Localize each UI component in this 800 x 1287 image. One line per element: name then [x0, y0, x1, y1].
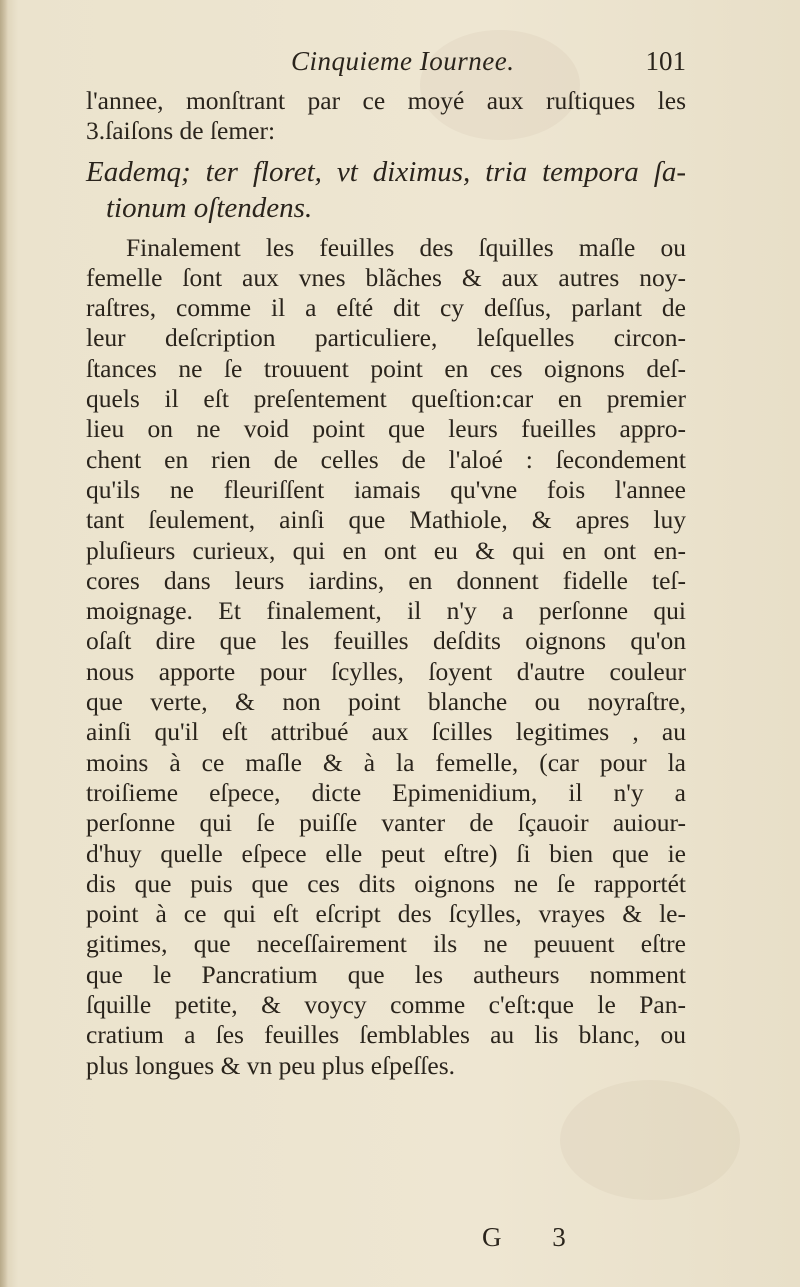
text-line: lieu on ne void point que leurs fueilles appro- — [86, 414, 686, 444]
text-line: ſtances ne ſe trouuent point en ces oignons deſ- — [86, 353, 686, 383]
text-line: point à ce qui eſt eſcript des ſcylles, vrayes & le- — [86, 899, 686, 929]
text-line: pluſieurs curieux, qui en ont eu & qui en ont en- — [86, 535, 686, 565]
text-line: plus longues & vn peu plus eſpeſſes. — [86, 1050, 456, 1080]
text-line: moignage. Et finalement, il n'y a perſonne qui — [86, 596, 686, 626]
running-head: Cinquieme Iournee. — [291, 46, 515, 76]
text-line: nous apporte pour ſcylles, ſoyent d'autre couleur — [86, 656, 686, 686]
text-line: ſquille petite, & voycy comme c'eſt:que le Pan- — [86, 990, 686, 1020]
text-line: femelle ſont aux vnes blãches & aux autres noy- — [86, 262, 686, 292]
text-line: gitimes, que neceſſairement ils ne peuuent eſtre — [86, 929, 686, 959]
text-line: tant ſeulement, ainſi que Mathiole, & apres luy — [86, 505, 686, 535]
text-line: perſonne qui ſe puiſſe vanter de ſçauoir auiour- — [86, 808, 686, 838]
text-line: leur deſcription particuliere, leſquelles circon- — [86, 323, 686, 353]
text-line: qu'ils ne fleuriſſent iamais qu'vne fois l'annee — [86, 474, 686, 504]
text-line: cratium a ſes feuilles ſemblables au lis blanc, ou — [86, 1020, 686, 1050]
latin-quote-line: tionum oſtendens. — [106, 191, 313, 224]
text-line: chent en rien de celles de l'aloé : ſecondement — [86, 444, 686, 474]
text-line: que verte, & non point blanche ou noyraſtre, — [86, 687, 686, 717]
text-line: Finalement les feuilles des ſquilles maſle ou — [126, 232, 686, 262]
signature-mark: G 3 — [482, 1222, 588, 1252]
text-line: 3.ſaiſons de ſemer: — [86, 116, 276, 146]
text-line: moins à ce maſle & à la femelle, (car pour la — [86, 747, 686, 777]
page-header — [86, 46, 686, 86]
text-line: ainſi qu'il eſt attribué aux ſcilles legitimes , au — [86, 717, 686, 747]
text-line: cores dans leurs iardins, en donnent fidelle teſ- — [86, 565, 686, 595]
text-line: dis que puis que ces dits oignons ne ſe rapportét — [86, 868, 686, 898]
text-line: l'annee, monſtrant par ce moyé aux ruſtiques les — [86, 86, 686, 115]
text-line: quels il eſt preſentement queſtion:car en premier — [86, 384, 686, 414]
text-line: troiſieme eſpece, dicte Epimenidium, il n'y a — [86, 777, 686, 807]
paper-stain — [560, 1080, 740, 1200]
body-text — [86, 86, 686, 1081]
page-number: 101 — [645, 46, 686, 76]
text-line: que le Pancratium que les autheurs nomment — [86, 959, 686, 989]
text-line: oſaſt dire que les feuilles deſdits oignons qu'on — [86, 626, 686, 656]
text-line: d'huy quelle eſpece elle peut eſtre) ſi bien que ie — [86, 838, 686, 868]
latin-quote-line: Eademq; ter floret, vt diximus, tria tempora ſa- — [86, 155, 686, 188]
text-line: raſtres, comme il a eſté dit cy deſſus, parlant de — [86, 293, 686, 323]
